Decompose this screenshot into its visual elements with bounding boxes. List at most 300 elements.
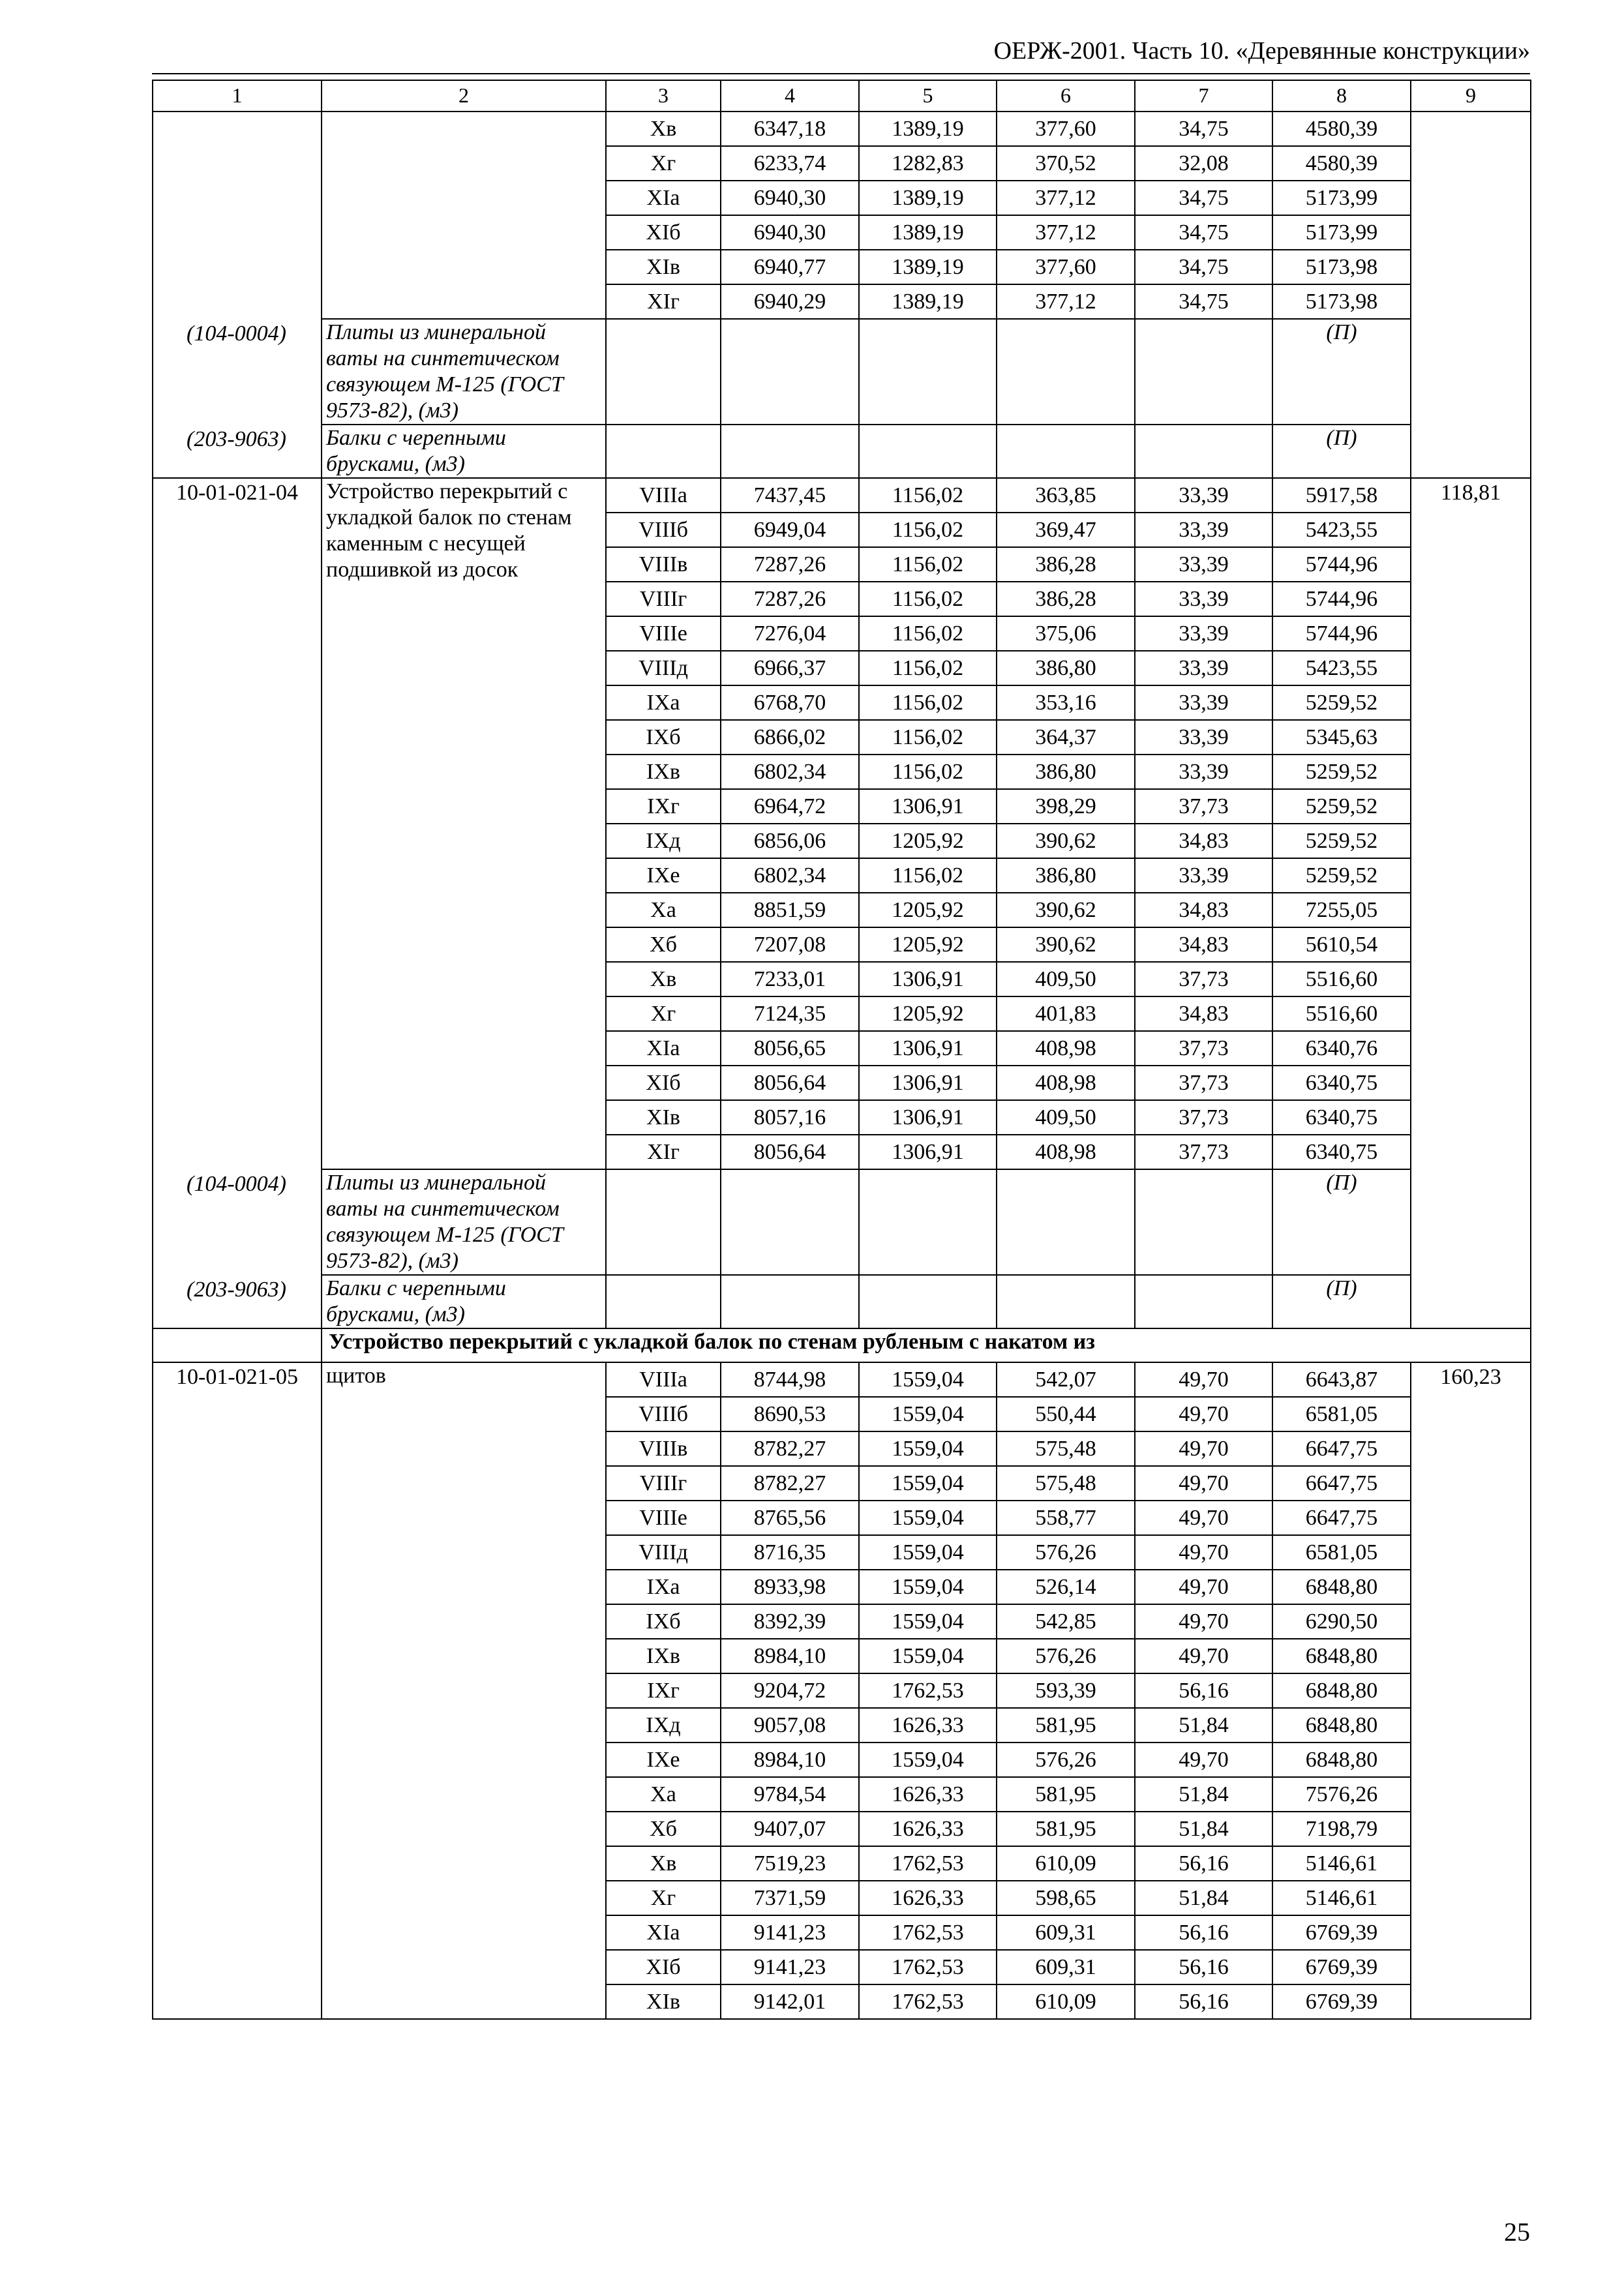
value-cell: 7576,26 — [1272, 1777, 1411, 1812]
value-cell: 7519,23 — [721, 1846, 859, 1881]
value-cell: 1762,53 — [859, 1846, 997, 1881]
value-cell: 5173,98 — [1272, 284, 1411, 319]
table-body — [153, 80, 1531, 2019]
value-cell: 610,09 — [997, 1984, 1135, 2019]
value-cell: 5173,99 — [1272, 181, 1411, 215]
value-cell: 7287,26 — [721, 547, 859, 582]
zone-cell: XIб — [606, 215, 721, 250]
description-cell: щитов — [322, 1362, 606, 2019]
value-cell: 1626,33 — [859, 1812, 997, 1846]
empty-cell — [153, 1328, 322, 1362]
value-cell: 6340,75 — [1272, 1135, 1411, 1169]
value-cell: 33,39 — [1135, 858, 1272, 893]
value-cell: 6940,29 — [721, 284, 859, 319]
zone-cell: VIIIб — [606, 513, 721, 547]
zone-cell: Хб — [606, 1812, 721, 1846]
value-cell: 1156,02 — [859, 582, 997, 616]
value-cell: 5259,52 — [1272, 858, 1411, 893]
value-cell: 576,26 — [997, 1639, 1135, 1673]
value-cell: 7233,01 — [721, 962, 859, 996]
value-cell: 4580,39 — [1272, 112, 1411, 146]
value-cell: 8057,16 — [721, 1100, 859, 1135]
column-header: 3 — [606, 80, 721, 112]
zone-cell: VIIIд — [606, 651, 721, 685]
value-cell: 9204,72 — [721, 1673, 859, 1708]
column-header: 1 — [153, 80, 322, 112]
value-cell: 34,83 — [1135, 927, 1272, 962]
value-cell: 377,60 — [997, 112, 1135, 146]
value-cell: 1205,92 — [859, 893, 997, 927]
value-cell: 1156,02 — [859, 858, 997, 893]
value-cell: 9142,01 — [721, 1984, 859, 2019]
value-cell: 1156,02 — [859, 616, 997, 651]
value-cell: 32,08 — [1135, 146, 1272, 181]
value-cell: 37,73 — [1135, 962, 1272, 996]
material-row — [153, 425, 1531, 478]
material-code: (203-9063) — [187, 1278, 286, 1302]
value-cell: 37,73 — [1135, 789, 1272, 824]
empty-cell — [997, 319, 1135, 425]
value-cell: 598,65 — [997, 1881, 1135, 1915]
zone-cell: VIIIа — [606, 1362, 721, 1397]
value-cell: 6940,30 — [721, 215, 859, 250]
value-cell: 6340,75 — [1272, 1066, 1411, 1100]
page-number: 25 — [1504, 2217, 1530, 2247]
value-cell: 386,80 — [997, 755, 1135, 789]
value-cell: 1205,92 — [859, 927, 997, 962]
value-cell: 1626,33 — [859, 1708, 997, 1743]
value-cell: 6769,39 — [1272, 1915, 1411, 1950]
value-cell: 8716,35 — [721, 1535, 859, 1570]
value-cell: 34,75 — [1135, 112, 1272, 146]
value-cell: 1389,19 — [859, 215, 997, 250]
value-cell: 7276,04 — [721, 616, 859, 651]
value-cell: 6848,80 — [1272, 1570, 1411, 1604]
empty-cell — [721, 319, 859, 425]
empty-cell — [606, 425, 721, 478]
zone-cell: VIIIв — [606, 1431, 721, 1466]
value-cell: 4580,39 — [1272, 146, 1411, 181]
value-cell: 49,70 — [1135, 1639, 1272, 1673]
value-cell: 5146,61 — [1272, 1881, 1411, 1915]
value-cell: 37,73 — [1135, 1031, 1272, 1066]
value-cell: 6940,30 — [721, 181, 859, 215]
value-cell: 386,80 — [997, 651, 1135, 685]
zone-cell: XIг — [606, 1135, 721, 1169]
value-cell: 1156,02 — [859, 478, 997, 513]
value-cell: 34,75 — [1135, 250, 1272, 284]
zone-cell: IXг — [606, 1673, 721, 1708]
value-cell: 7437,45 — [721, 478, 859, 513]
material-name: Балки с черепными брусками, (м3) — [322, 1275, 606, 1328]
value-cell: 1156,02 — [859, 651, 997, 685]
value-cell: 5423,55 — [1272, 513, 1411, 547]
value-cell: 7198,79 — [1272, 1812, 1411, 1846]
empty-cell — [1135, 1169, 1272, 1275]
value-cell: 5516,60 — [1272, 962, 1411, 996]
value-cell: 9141,23 — [721, 1915, 859, 1950]
value-cell: 8056,64 — [721, 1066, 859, 1100]
zone-cell: Ха — [606, 1777, 721, 1812]
value-cell: 1205,92 — [859, 996, 997, 1031]
value-cell: 7287,26 — [721, 582, 859, 616]
value-cell: 5259,52 — [1272, 755, 1411, 789]
value-cell: 408,98 — [997, 1066, 1135, 1100]
value-cell: 37,73 — [1135, 1135, 1272, 1169]
zone-cell: VIIIв — [606, 547, 721, 582]
value-cell: 542,85 — [997, 1604, 1135, 1639]
material-code: (104-0004) — [187, 1172, 286, 1196]
value-cell: 33,39 — [1135, 478, 1272, 513]
value-cell: 49,70 — [1135, 1535, 1272, 1570]
empty-cell — [606, 319, 721, 425]
value-cell: 51,84 — [1135, 1812, 1272, 1846]
material-name: Плиты из минеральной ваты на синтетическом связующем М-125 (ГОСТ 9573-82), (м3) — [322, 1169, 606, 1275]
value-cell: 542,07 — [997, 1362, 1135, 1397]
material-name: Балки с черепными брусками, (м3) — [322, 425, 606, 478]
value-cell: 6647,75 — [1272, 1431, 1411, 1466]
value-cell: 1156,02 — [859, 685, 997, 720]
empty-cell — [997, 1275, 1135, 1328]
value-cell: 33,39 — [1135, 685, 1272, 720]
material-code: (104-0004) — [187, 322, 286, 346]
empty-cell — [859, 319, 997, 425]
value-cell: 5146,61 — [1272, 1846, 1411, 1881]
value-cell: 6856,06 — [721, 824, 859, 858]
zone-cell: VIIIе — [606, 1501, 721, 1535]
value-cell: 401,83 — [997, 996, 1135, 1031]
value-cell: 7255,05 — [1272, 893, 1411, 927]
value-cell: 5744,96 — [1272, 547, 1411, 582]
value-cell: 8765,56 — [721, 1501, 859, 1535]
zone-cell: XIв — [606, 1984, 721, 2019]
value-cell: 1306,91 — [859, 789, 997, 824]
column-header: 4 — [721, 80, 859, 112]
value-cell: 49,70 — [1135, 1501, 1272, 1535]
value-cell: 6233,74 — [721, 146, 859, 181]
value-cell: 56,16 — [1135, 1846, 1272, 1881]
value-cell: 576,26 — [997, 1535, 1135, 1570]
value-cell: 5744,96 — [1272, 616, 1411, 651]
zone-cell: Хг — [606, 146, 721, 181]
value-cell: 1559,04 — [859, 1570, 997, 1604]
value-cell: 34,83 — [1135, 824, 1272, 858]
zone-cell: Хб — [606, 927, 721, 962]
col9-cell: 160,23 — [1411, 1362, 1531, 2019]
value-cell: 9141,23 — [721, 1950, 859, 1984]
zone-cell: VIIIг — [606, 582, 721, 616]
zone-cell: IXб — [606, 720, 721, 755]
value-cell: 56,16 — [1135, 1673, 1272, 1708]
value-cell: 6643,87 — [1272, 1362, 1411, 1397]
value-cell: 6347,18 — [721, 112, 859, 146]
value-cell: 34,83 — [1135, 996, 1272, 1031]
zone-cell: VIIIд — [606, 1535, 721, 1570]
value-cell: 33,39 — [1135, 720, 1272, 755]
description-cell: Устройство перекрытий с укладкой балок по стенам каменным с несущей подшивкой из досок — [322, 478, 606, 1169]
value-cell: 390,62 — [997, 927, 1135, 962]
empty-cell — [721, 425, 859, 478]
value-cell: 5345,63 — [1272, 720, 1411, 755]
value-cell: 34,75 — [1135, 181, 1272, 215]
value-cell: 6340,76 — [1272, 1031, 1411, 1066]
value-cell: 6848,80 — [1272, 1673, 1411, 1708]
value-cell: 51,84 — [1135, 1708, 1272, 1743]
value-cell: 1626,33 — [859, 1881, 997, 1915]
empty-cell — [859, 1169, 997, 1275]
zone-cell: Хг — [606, 1881, 721, 1915]
value-cell: 1762,53 — [859, 1984, 997, 2019]
value-cell: 8984,10 — [721, 1639, 859, 1673]
value-cell: 1559,04 — [859, 1466, 997, 1501]
value-cell: 49,70 — [1135, 1466, 1272, 1501]
value-cell: 593,39 — [997, 1673, 1135, 1708]
code-cell: 10-01-021-05 — [153, 1362, 322, 2019]
value-cell: 1559,04 — [859, 1397, 997, 1431]
zone-cell: VIIIг — [606, 1466, 721, 1501]
zone-cell: IXд — [606, 824, 721, 858]
value-cell: 526,14 — [997, 1570, 1135, 1604]
value-cell: 51,84 — [1135, 1881, 1272, 1915]
price-table — [152, 80, 1531, 2020]
value-cell: 5516,60 — [1272, 996, 1411, 1031]
zone-cell: IXг — [606, 789, 721, 824]
column-header: 6 — [997, 80, 1135, 112]
zone-cell: IXд — [606, 1708, 721, 1743]
value-cell: 609,31 — [997, 1950, 1135, 1984]
zone-cell: IXв — [606, 1639, 721, 1673]
zone-cell: XIб — [606, 1066, 721, 1100]
value-cell: 49,70 — [1135, 1743, 1272, 1777]
value-cell: 581,95 — [997, 1708, 1135, 1743]
value-cell: 6802,34 — [721, 755, 859, 789]
value-cell: 1389,19 — [859, 284, 997, 319]
value-cell: 6581,05 — [1272, 1535, 1411, 1570]
value-cell: 7124,35 — [721, 996, 859, 1031]
value-cell: 353,16 — [997, 685, 1135, 720]
material-row — [153, 1275, 1531, 1328]
empty-cell — [721, 1275, 859, 1328]
zone-cell: VIIIа — [606, 478, 721, 513]
value-cell: 370,52 — [997, 146, 1135, 181]
value-cell: 8056,64 — [721, 1135, 859, 1169]
value-cell: 363,85 — [997, 478, 1135, 513]
header-rule — [152, 73, 1530, 74]
value-cell: 1559,04 — [859, 1501, 997, 1535]
value-cell: 33,39 — [1135, 651, 1272, 685]
value-cell: 1282,83 — [859, 146, 997, 181]
value-cell: 33,39 — [1135, 582, 1272, 616]
value-cell: 5423,55 — [1272, 651, 1411, 685]
zone-cell: IXв — [606, 755, 721, 789]
value-cell: 9784,54 — [721, 1777, 859, 1812]
document-header-title: ОЕРЖ-2001. Часть 10. «Деревянные конструкции» — [993, 37, 1530, 65]
zone-cell: XIа — [606, 1915, 721, 1950]
value-cell: 33,39 — [1135, 547, 1272, 582]
material-code: (203-9063) — [187, 427, 286, 451]
value-cell: 390,62 — [997, 893, 1135, 927]
value-cell: 1156,02 — [859, 755, 997, 789]
value-cell: 34,75 — [1135, 215, 1272, 250]
value-cell: 408,98 — [997, 1031, 1135, 1066]
value-cell: 5259,52 — [1272, 789, 1411, 824]
zone-cell: Хв — [606, 1846, 721, 1881]
empty-cell — [1135, 1275, 1272, 1328]
value-cell: 581,95 — [997, 1777, 1135, 1812]
value-cell: 408,98 — [997, 1135, 1135, 1169]
value-cell: 1626,33 — [859, 1777, 997, 1812]
zone-cell: Хг — [606, 996, 721, 1031]
zone-cell: XIв — [606, 1100, 721, 1135]
value-cell: 1306,91 — [859, 1100, 997, 1135]
value-cell: 51,84 — [1135, 1777, 1272, 1812]
code-cell: 10-01-021-04 — [153, 478, 322, 1328]
zone-cell: Хв — [606, 112, 721, 146]
value-cell: 6949,04 — [721, 513, 859, 547]
value-cell: 6340,75 — [1272, 1100, 1411, 1135]
value-cell: 1156,02 — [859, 720, 997, 755]
value-cell: 49,70 — [1135, 1362, 1272, 1397]
col9-cell: 118,81 — [1411, 478, 1531, 1328]
zone-cell: IXб — [606, 1604, 721, 1639]
value-cell: 1306,91 — [859, 962, 997, 996]
value-cell: 377,12 — [997, 215, 1135, 250]
value-cell: 6866,02 — [721, 720, 859, 755]
value-cell: 581,95 — [997, 1812, 1135, 1846]
value-cell: 1762,53 — [859, 1950, 997, 1984]
material-row — [153, 1169, 1531, 1275]
value-cell: 8392,39 — [721, 1604, 859, 1639]
value-cell: 8984,10 — [721, 1743, 859, 1777]
value-cell: 56,16 — [1135, 1984, 1272, 2019]
value-cell: 1559,04 — [859, 1362, 997, 1397]
zone-cell: IXа — [606, 1570, 721, 1604]
empty-cell — [859, 1275, 997, 1328]
zone-cell: XIв — [606, 250, 721, 284]
material-row — [153, 319, 1531, 425]
value-cell: 386,28 — [997, 582, 1135, 616]
value-cell: 575,48 — [997, 1431, 1135, 1466]
zone-cell: XIа — [606, 181, 721, 215]
value-cell: 1559,04 — [859, 1535, 997, 1570]
table-row — [153, 478, 1531, 513]
value-cell: 6848,80 — [1272, 1743, 1411, 1777]
value-cell: 1559,04 — [859, 1743, 997, 1777]
value-cell: 8782,27 — [721, 1466, 859, 1501]
value-cell: 550,44 — [997, 1397, 1135, 1431]
empty-cell — [721, 1169, 859, 1275]
value-cell: 6966,37 — [721, 651, 859, 685]
value-cell: 1306,91 — [859, 1066, 997, 1100]
value-cell: 7371,59 — [721, 1881, 859, 1915]
empty-cell — [859, 425, 997, 478]
material-mark: (П) — [1272, 1169, 1411, 1275]
value-cell: 8056,65 — [721, 1031, 859, 1066]
value-cell: 5173,98 — [1272, 250, 1411, 284]
value-cell: 33,39 — [1135, 755, 1272, 789]
value-cell: 8782,27 — [721, 1431, 859, 1466]
value-cell: 56,16 — [1135, 1950, 1272, 1984]
col9-cell — [1411, 112, 1531, 478]
value-cell: 8933,98 — [721, 1570, 859, 1604]
value-cell: 1205,92 — [859, 824, 997, 858]
zone-cell: IXа — [606, 685, 721, 720]
value-cell: 1306,91 — [859, 1135, 997, 1169]
value-cell: 8744,98 — [721, 1362, 859, 1397]
value-cell: 34,83 — [1135, 893, 1272, 927]
material-name: Плиты из минеральной ваты на синтетическом связующем М-125 (ГОСТ 9573-82), (м3) — [322, 319, 606, 425]
value-cell: 33,39 — [1135, 616, 1272, 651]
material-mark: (П) — [1272, 319, 1411, 425]
value-cell: 1762,53 — [859, 1673, 997, 1708]
section-title-row — [153, 1328, 1531, 1362]
code-cell — [153, 112, 322, 478]
value-cell: 5259,52 — [1272, 824, 1411, 858]
section-title: Устройство перекрытий с укладкой балок по стенам рубленым с накатом из — [322, 1328, 1531, 1362]
value-cell: 6581,05 — [1272, 1397, 1411, 1431]
value-cell: 49,70 — [1135, 1397, 1272, 1431]
value-cell: 37,73 — [1135, 1100, 1272, 1135]
value-cell: 56,16 — [1135, 1915, 1272, 1950]
value-cell: 49,70 — [1135, 1570, 1272, 1604]
zone-cell: IXе — [606, 1743, 721, 1777]
value-cell: 364,37 — [997, 720, 1135, 755]
empty-cell — [606, 1275, 721, 1328]
value-cell: 6768,70 — [721, 685, 859, 720]
table-row — [153, 1362, 1531, 1397]
value-cell: 1762,53 — [859, 1915, 997, 1950]
value-cell: 6647,75 — [1272, 1501, 1411, 1535]
table-row — [153, 112, 1531, 146]
value-cell: 6769,39 — [1272, 1950, 1411, 1984]
column-number-row — [153, 80, 1531, 112]
value-cell: 1559,04 — [859, 1639, 997, 1673]
value-cell: 1156,02 — [859, 547, 997, 582]
value-cell: 8690,53 — [721, 1397, 859, 1431]
value-cell: 409,50 — [997, 1100, 1135, 1135]
value-cell: 409,50 — [997, 962, 1135, 996]
value-cell: 6848,80 — [1272, 1708, 1411, 1743]
value-cell: 369,47 — [997, 513, 1135, 547]
column-header: 7 — [1135, 80, 1272, 112]
value-cell: 386,28 — [997, 547, 1135, 582]
column-header: 8 — [1272, 80, 1411, 112]
zone-cell: XIг — [606, 284, 721, 319]
material-mark: (П) — [1272, 1275, 1411, 1328]
zone-cell: Хв — [606, 962, 721, 996]
value-cell: 5744,96 — [1272, 582, 1411, 616]
value-cell: 6647,75 — [1272, 1466, 1411, 1501]
value-cell: 37,73 — [1135, 1066, 1272, 1100]
material-mark: (П) — [1272, 425, 1411, 478]
empty-cell — [1135, 319, 1272, 425]
value-cell: 575,48 — [997, 1466, 1135, 1501]
value-cell: 377,60 — [997, 250, 1135, 284]
value-cell: 386,80 — [997, 858, 1135, 893]
zone-cell: VIIIб — [606, 1397, 721, 1431]
value-cell: 6940,77 — [721, 250, 859, 284]
column-header: 5 — [859, 80, 997, 112]
empty-cell — [997, 425, 1135, 478]
value-cell: 609,31 — [997, 1915, 1135, 1950]
empty-cell — [606, 1169, 721, 1275]
value-cell: 610,09 — [997, 1846, 1135, 1881]
value-cell: 1389,19 — [859, 250, 997, 284]
value-cell: 1559,04 — [859, 1604, 997, 1639]
value-cell: 6802,34 — [721, 858, 859, 893]
value-cell: 1156,02 — [859, 513, 997, 547]
value-cell: 1389,19 — [859, 112, 997, 146]
